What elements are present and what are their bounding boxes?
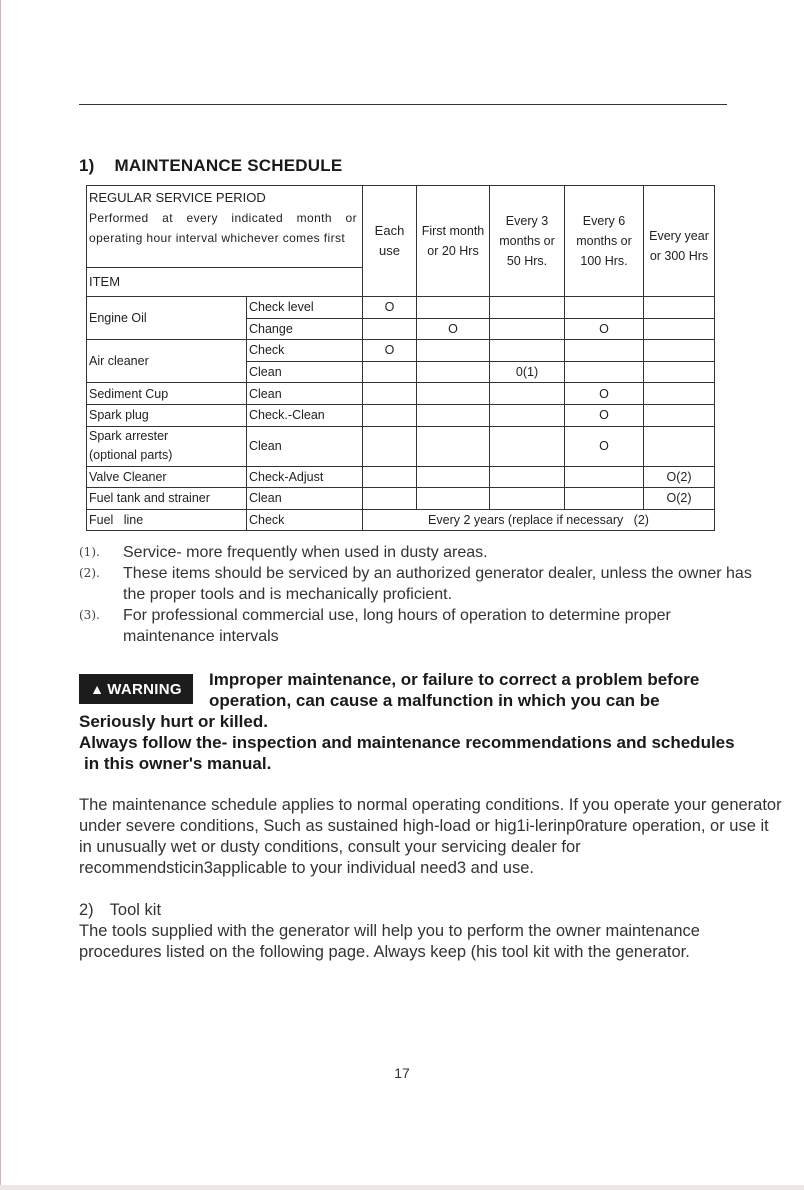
row-item: Fuel tank and strainer bbox=[87, 488, 247, 510]
row-span-note: Every 2 years (replace if necessary (2) bbox=[363, 509, 715, 531]
header-period-label: REGULAR SERVICE PERIOD bbox=[89, 190, 266, 205]
row-action: Check level bbox=[247, 297, 363, 319]
warning-line: Seriously hurt or killed. bbox=[79, 712, 268, 731]
row-mark bbox=[417, 361, 490, 383]
row-mark bbox=[565, 340, 644, 362]
page-edge-bottom bbox=[0, 1185, 804, 1190]
row-mark bbox=[490, 383, 565, 405]
row-action: Change bbox=[247, 318, 363, 340]
table-row bbox=[87, 383, 715, 405]
warning-text bbox=[209, 669, 699, 711]
warning-line: in this owner's manual. bbox=[84, 754, 272, 773]
row-mark bbox=[490, 404, 565, 426]
row-action: Clean bbox=[247, 426, 363, 466]
footnotes bbox=[79, 542, 759, 647]
row-mark bbox=[417, 404, 490, 426]
row-mark bbox=[565, 361, 644, 383]
row-mark: O bbox=[565, 426, 644, 466]
row-action: Check bbox=[247, 340, 363, 362]
row-mark bbox=[417, 466, 490, 488]
table-header-row bbox=[87, 186, 715, 268]
toolkit-number: 2) bbox=[79, 901, 94, 919]
row-mark bbox=[565, 488, 644, 510]
row-mark bbox=[363, 318, 417, 340]
header-period-desc: Performed at every indicated month or operating hour interval whichever comes first bbox=[89, 211, 357, 245]
row-action: Check.-Clean bbox=[247, 404, 363, 426]
footnote-marker: (2). bbox=[79, 566, 100, 580]
row-mark bbox=[363, 426, 417, 466]
row-mark bbox=[490, 340, 565, 362]
row-item-line: Spark arrester bbox=[89, 429, 169, 444]
page-number: 17 bbox=[394, 1065, 410, 1081]
table-row bbox=[87, 297, 715, 319]
row-item: Spark plug bbox=[87, 404, 247, 426]
row-mark bbox=[644, 318, 715, 340]
footnote bbox=[79, 563, 759, 605]
row-item bbox=[87, 426, 247, 466]
warning-line: operation, can cause a malfunction in which you can be bbox=[209, 691, 660, 710]
page-edge-left bbox=[0, 0, 1, 1190]
row-item: Fuel line bbox=[87, 509, 247, 531]
row-mark bbox=[417, 340, 490, 362]
warning-continuation bbox=[79, 711, 779, 774]
header-col-every-year: Every year or 300 Hrs bbox=[644, 186, 715, 297]
row-mark bbox=[490, 488, 565, 510]
row-action: Clean bbox=[247, 361, 363, 383]
warning-line: Improper maintenance, or failure to correct a problem before bbox=[209, 670, 700, 689]
maintenance-schedule-table bbox=[86, 185, 715, 531]
toolkit-paragraph: The tools supplied with the generator will help you to perform the owner maintenance procedures listed on the following page. Always keep (his tool kit with the generator. bbox=[79, 922, 700, 961]
toolkit-title: Tool kit bbox=[109, 901, 162, 919]
section-number: 1) bbox=[79, 156, 95, 175]
row-mark: O bbox=[363, 340, 417, 362]
row-mark: O bbox=[363, 297, 417, 319]
table-row bbox=[87, 426, 715, 466]
footnote-text: These items should be serviced by an authorized generator dealer, unless the owner has the proper tools and is mechanically proficient. bbox=[123, 565, 752, 603]
row-mark bbox=[490, 318, 565, 340]
row-mark bbox=[644, 383, 715, 405]
row-action: Check-Adjust bbox=[247, 466, 363, 488]
row-mark: O bbox=[417, 318, 490, 340]
row-item: Air cleaner bbox=[87, 340, 247, 383]
row-mark: O bbox=[565, 318, 644, 340]
footnote-marker: (1). bbox=[79, 545, 100, 559]
row-mark bbox=[363, 404, 417, 426]
row-mark: O(2) bbox=[644, 488, 715, 510]
header-col-every-6-months: Every 6 months or 100 Hrs. bbox=[565, 186, 644, 297]
footnote bbox=[79, 542, 759, 563]
row-mark bbox=[417, 383, 490, 405]
row-mark bbox=[490, 297, 565, 319]
row-mark bbox=[417, 426, 490, 466]
row-mark bbox=[363, 383, 417, 405]
header-rule bbox=[79, 104, 727, 105]
row-item-line: (optional parts) bbox=[89, 448, 173, 463]
row-mark bbox=[644, 340, 715, 362]
table-row bbox=[87, 466, 715, 488]
row-mark bbox=[490, 466, 565, 488]
warning-line: Always follow the- inspection and maintenance recommendations and schedules bbox=[79, 733, 735, 752]
table-row bbox=[87, 488, 715, 510]
row-mark bbox=[644, 361, 715, 383]
header-item-label: ITEM bbox=[87, 268, 363, 297]
row-mark bbox=[417, 297, 490, 319]
header-service-period bbox=[87, 186, 363, 268]
row-mark: O bbox=[565, 383, 644, 405]
footnote-text: Service- more frequently when used in dusty areas. bbox=[123, 544, 488, 561]
header-col-first-month: First month or 20 Hrs bbox=[417, 186, 490, 297]
header-col-every-3-months: Every 3 months or 50 Hrs. bbox=[490, 186, 565, 297]
row-item: Valve Cleaner bbox=[87, 466, 247, 488]
section-title-text: MAINTENANCE SCHEDULE bbox=[114, 156, 343, 175]
row-mark bbox=[490, 426, 565, 466]
warning-badge bbox=[79, 674, 193, 704]
footnote-marker: (3). bbox=[79, 608, 100, 622]
row-mark bbox=[363, 488, 417, 510]
table-row bbox=[87, 340, 715, 362]
row-mark: O(2) bbox=[644, 466, 715, 488]
row-mark bbox=[363, 361, 417, 383]
row-mark bbox=[565, 466, 644, 488]
maintenance-paragraph: The maintenance schedule applies to normal operating conditions. If you operate your generator under severe conditions, Such as sustained high-load or hig1i-lerinp0rature operation, or use it in unusually wet or dusty conditions, consult your servicing dealer for recommendsticin3applicable to your individual need3 and use. bbox=[79, 796, 782, 877]
row-item: Engine Oil bbox=[87, 297, 247, 340]
row-mark bbox=[417, 488, 490, 510]
table-row bbox=[87, 509, 715, 531]
row-action: Clean bbox=[247, 383, 363, 405]
header-col-each-use: Each use bbox=[363, 186, 417, 297]
warning-triangle-icon: ▲ bbox=[90, 681, 105, 697]
row-mark bbox=[644, 426, 715, 466]
row-mark: 0(1) bbox=[490, 361, 565, 383]
row-mark: O bbox=[565, 404, 644, 426]
toolkit-heading bbox=[79, 901, 161, 920]
row-mark bbox=[363, 466, 417, 488]
row-action: Check bbox=[247, 509, 363, 531]
row-mark bbox=[565, 297, 644, 319]
row-mark bbox=[644, 404, 715, 426]
warning-badge-label: WARNING bbox=[107, 680, 182, 698]
row-action: Clean bbox=[247, 488, 363, 510]
footnote-text: For professional commercial use, long hours of operation to determine proper maintenance intervals bbox=[123, 607, 671, 645]
table-row bbox=[87, 404, 715, 426]
section-title bbox=[79, 156, 342, 176]
footnote bbox=[79, 605, 759, 647]
row-mark bbox=[644, 297, 715, 319]
row-item: Sediment Cup bbox=[87, 383, 247, 405]
